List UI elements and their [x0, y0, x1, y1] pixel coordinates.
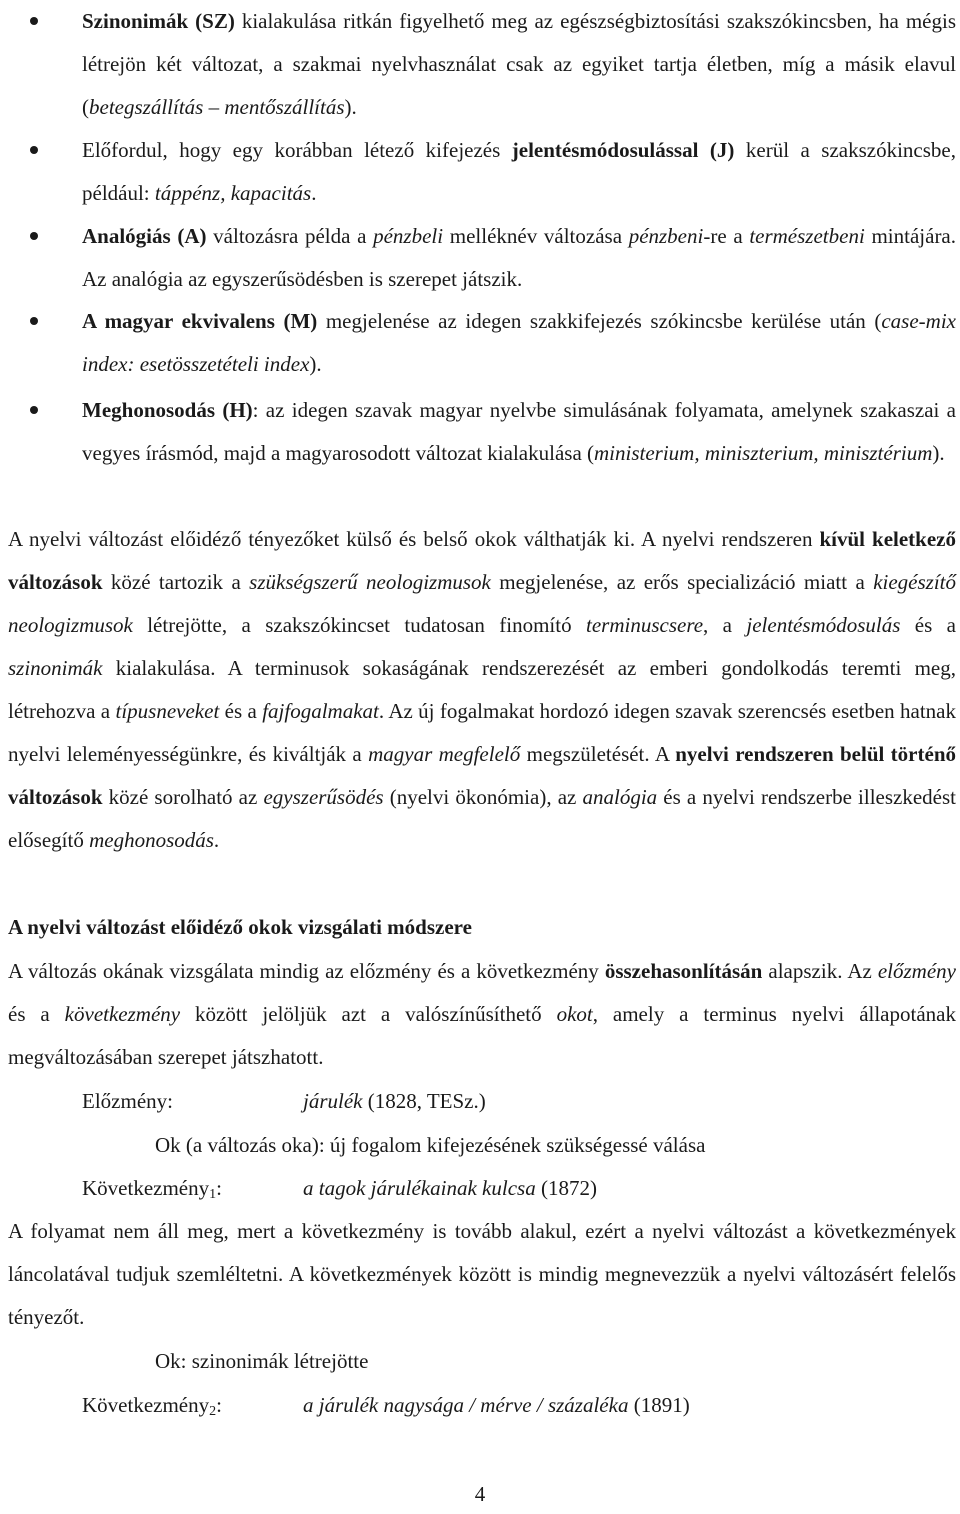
text-run: előzmény	[877, 959, 956, 983]
example-kovetkezmeny-1-label: Következmény$_1$:	[82, 1176, 222, 1202]
text-run: mintájára. Az analógia az egyszerűsödésben is szerepet játszik.	[82, 224, 957, 291]
text-run: A magyar ekvivalens (M)	[82, 309, 318, 333]
example-kovetkezmeny-2-value: a járulék nagysága / mérve / százaléka (1891)	[303, 1393, 690, 1417]
text-run: szinonimák	[8, 656, 103, 680]
text-run: (nyelvi ökonómia), az	[383, 785, 583, 809]
text-run: közé tartozik a	[102, 570, 250, 594]
text-run: kialakulása. A terminusok sokaságának rendszerezését az emberi gondolkodás teremti meg, létrehozva a	[8, 656, 956, 723]
text-run: nyelvi rendszeren belül történő változások	[8, 742, 956, 809]
paragraph-lancolat	[8, 1210, 956, 1339]
text-run: case-mix index: esetösszetételi index	[82, 309, 956, 376]
text-run: terminuscsere	[586, 613, 704, 637]
text-run: kialakulása ritkán figyelhető meg az egészségbiztosítási szakszókincsben, ha mégis létrejön két változat, a szakmai nyelvhasználat csak az egyiket tartja életben, míg a másik elavul (	[82, 9, 957, 119]
text-run: Meghonosodás (H)	[82, 398, 253, 422]
text-run: analógia	[582, 785, 658, 809]
text-run: ).	[309, 352, 322, 376]
bullet-item-meghonosodas	[82, 389, 956, 475]
text-run: meghonosodás	[89, 828, 214, 852]
text-run: egyszerűsödés	[263, 785, 384, 809]
text-run: ).	[932, 441, 945, 465]
text-run: és a	[8, 1002, 65, 1026]
example-kovetkezmeny-2-label: Következmény$_2$:	[82, 1393, 222, 1419]
text-run: , amely a terminus nyelvi állapotának megváltozásában szerepet játszhatott.	[8, 1002, 956, 1069]
text-run: szükségszerű neologizmusok	[249, 570, 491, 594]
example-elozmeny-value: járulék (1828, TESz.)	[303, 1089, 486, 1113]
text-run: A változás okának vizsgálata mindig az előzmény és a következmény	[8, 959, 605, 983]
paragraph-modszer	[8, 950, 956, 1079]
text-run: -re a	[703, 224, 750, 248]
text-run: összehasonlításán	[604, 959, 763, 983]
text-run: megszületését. A	[520, 742, 676, 766]
text-run: alapszik. Az	[762, 959, 878, 983]
text-run: , a	[703, 613, 747, 637]
text-run: közé sorolható az	[102, 785, 264, 809]
text-run: megjelenése az idegen szakkifejezés szókincsbe kerülése után (	[317, 309, 882, 333]
text-run: A nyelvi változást előidéző tényezőket külső és belső okok válthatják ki. A nyelvi rendszeren	[8, 527, 820, 551]
text-run: kiegészítő neologizmusok	[8, 570, 957, 637]
text-run: kívül keletkező változások	[8, 527, 956, 594]
text-run: A folyamat nem áll meg, mert a következmény is tovább alakul, ezért a nyelvi változást a következmények láncolatával tudjuk szemléltetni. A következmények között is mindig megnevezzük a nyelvi változásért felelős tényezőt.	[8, 1219, 956, 1329]
section-heading: A nyelvi változást előidéző okok vizsgálati módszere	[8, 915, 472, 939]
text-run: táppénz, kapacitás	[154, 181, 312, 205]
text-run: következmény	[64, 1002, 181, 1026]
text-run: . Az új fogalmakat hordozó idegen szavak szerencsés esetben hatnak nyelvi leleményességünkre, és kiváltják a	[8, 699, 956, 766]
text-run: változásra példa a	[206, 224, 374, 248]
bullet-item-szinonimak	[82, 0, 956, 129]
text-run: Analógiás (A)	[82, 224, 207, 248]
paragraph-okok	[8, 518, 956, 862]
text-run: típusneveket	[115, 699, 220, 723]
text-run: magyar megfelelő	[368, 742, 521, 766]
text-run: és a	[219, 699, 263, 723]
text-run: .	[213, 828, 220, 852]
bullet-item-magyar-ekvivalens	[82, 300, 956, 386]
text-run: pénzbeni	[628, 224, 704, 248]
example-ok-1: Ok (a változás oka): új fogalom kifejezésének szükségessé válása	[155, 1133, 706, 1157]
text-run: : az idegen szavak magyar nyelvbe simulásának folyamata, amelynek szakaszai a vegyes írásmód, majd a magyarosodott változat kialakulása (	[82, 398, 956, 465]
text-run: fajfogalmakat	[262, 699, 379, 723]
text-run: okot	[556, 1002, 593, 1026]
text-run: Szinonimák (SZ)	[82, 9, 235, 33]
text-run: pénzbeli	[373, 224, 444, 248]
text-run: melléknév változása	[443, 224, 629, 248]
text-run: megjelenése, az erős specializáció miatt a	[490, 570, 874, 594]
bullet-item-jelentesmodosulas	[82, 129, 956, 215]
page-number: 4	[474, 1482, 486, 1506]
text-run: kerül a szakszókincsbe, például:	[82, 138, 956, 205]
text-run: ministerium, miniszterium, minisztérium	[594, 441, 933, 465]
example-elozmeny-label: Előzmény:	[82, 1089, 173, 1113]
text-run: és a	[900, 613, 956, 637]
example-ok-2: Ok: szinonimák létrejötte	[155, 1349, 369, 1373]
text-run: létrejötte, a szakszókincset tudatosan finomító	[132, 613, 586, 637]
text-run: .	[311, 181, 317, 205]
example-kovetkezmeny-1-value: a tagok járulékainak kulcsa (1872)	[303, 1176, 597, 1200]
text-run: jelentésmódosulással (J)	[511, 138, 735, 162]
bullet-item-analogia	[82, 215, 956, 301]
text-run: betegszállítás – mentőszállítás	[89, 95, 345, 119]
text-run: természetbeni	[749, 224, 865, 248]
text-run: között jelöljük azt a valószínűsíthető	[180, 1002, 557, 1026]
text-run: jelentésmódosulás	[746, 613, 901, 637]
text-run: és a nyelvi rendszerbe illeszkedést elősegítő	[8, 785, 956, 852]
text-run: ).	[344, 95, 357, 119]
text-run: Előfordul, hogy egy korábban létező kifejezés	[82, 138, 512, 162]
